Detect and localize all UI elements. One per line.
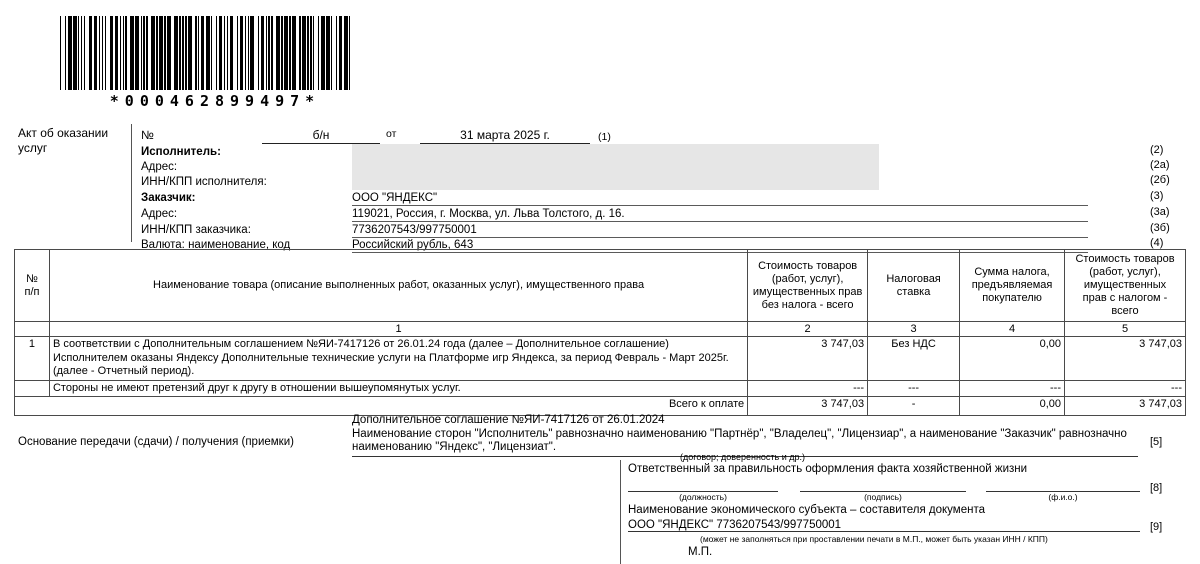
stamp-placeholder: М.П. [688, 546, 713, 558]
total-spacer [15, 397, 50, 416]
marker-2b: (2б) [1150, 174, 1170, 186]
document-type-title: Акт об оказании услуг [18, 126, 109, 155]
marker-4: (4) [1150, 237, 1164, 249]
row-rate: --- [868, 380, 960, 397]
party-label-ispolnitel: Исполнитель: [141, 146, 221, 158]
row-rate: Без НДС [868, 337, 960, 381]
document-date-field[interactable]: 31 марта 2025 г. [420, 128, 590, 144]
colnum-2: 2 [748, 322, 868, 337]
party-label-currency: Валюта: наименование, код [141, 239, 291, 251]
col-header-sum [748, 250, 868, 322]
row-sum: --- [748, 380, 868, 397]
party-value-ispolnitel-inn[interactable] [352, 176, 1088, 190]
party-value-zakazchik[interactable]: ООО "ЯНДЕКС" [352, 192, 1088, 206]
barcode-block [60, 16, 370, 116]
col-header-total-l3: имущественных [1083, 279, 1167, 291]
marker-8: [8] [1150, 482, 1163, 494]
party-label-zakazchik-inn: ИНН/КПП заказчика: [141, 224, 251, 236]
basis-caption: (договор; доверенность и др.) [680, 452, 806, 462]
row-total: 3 747,03 [1065, 337, 1186, 381]
signature-caption-position: (должность) [679, 492, 727, 502]
row-tax: --- [960, 380, 1065, 397]
total-total: 3 747,03 [1065, 397, 1186, 416]
colnum-0 [15, 322, 50, 337]
row-tax: 0,00 [960, 337, 1065, 381]
table-row [15, 337, 1186, 381]
marker-3a: (3а) [1150, 206, 1170, 218]
marker-9: [9] [1150, 521, 1163, 533]
document-number-field[interactable]: б/н [262, 128, 380, 144]
col-header-total-l5: всего [1111, 305, 1139, 317]
col-header-number-l1: № [26, 272, 38, 285]
services-table [14, 249, 1186, 416]
colnum-1: 1 [49, 322, 747, 337]
col-header-number [15, 250, 50, 322]
basis-line-3: наименованию "Яндекс", "Лицензиат". [352, 441, 557, 453]
col-header-rate-l2: ставка [896, 285, 931, 298]
colnum-4: 4 [960, 322, 1065, 337]
row-sum: 3 747,03 [748, 337, 868, 381]
col-header-name: Наименование товара (описание выполненных работ, оказанных услуг), имущественного права [49, 250, 747, 322]
col-header-total-l2: (работ, услуг), [1089, 266, 1161, 278]
col-header-tax-l3: покупателю [982, 292, 1042, 304]
basis-line-2: Наименование сторон "Исполнитель" равнозначно наименованию "Партнёр", "Владелец", "Лицензиар", а наименование "Заказчик" равнозначно [352, 427, 1127, 440]
marker-2a: (2а) [1150, 159, 1170, 171]
row-number [15, 380, 50, 397]
party-value-zakazchik-address[interactable]: 119021, Россия, г. Москва, ул. Льва Толстого, д. 16. [352, 208, 1088, 222]
col-header-rate [868, 250, 960, 322]
party-value-currency[interactable]: Российский рубль, 643 [352, 239, 1088, 253]
basis-text [352, 414, 1138, 457]
col-header-rate-l1: Налоговая [886, 272, 941, 285]
col-header-total-l1: Стоимость товаров [1075, 253, 1175, 265]
row-description: В соответствии с Дополнительным соглашением №ЯИ-7417126 от 26.01.24 года (далее – Дополнительное соглашение) Исполнителем оказаны Яндексу Дополнительные технические услуги на Платформе игр Яндекса, за период Февраль - Март 2025г. (далее - Отчетный период). [49, 337, 747, 381]
total-tax: 0,00 [960, 397, 1065, 416]
col-header-number-l2: п/п [24, 285, 40, 298]
colnum-5: 5 [1065, 322, 1186, 337]
entity-value[interactable]: ООО "ЯНДЕКС" 7736207543/997750001 [628, 519, 1140, 532]
signature-divider [620, 460, 621, 564]
basis-line-1: Дополнительное соглашение №ЯИ-7417126 от 26.01.2024 [352, 414, 665, 426]
marker-3b: (3б) [1150, 222, 1170, 234]
barcode-bars [60, 16, 370, 90]
entity-title: Наименование экономического субъекта – составителя документа [628, 504, 985, 516]
party-value-ispolnitel-address[interactable] [352, 161, 1088, 175]
col-header-tax-l1: Сумма налога, [974, 266, 1050, 278]
header-divider [131, 124, 132, 242]
marker-3: (3) [1150, 190, 1164, 202]
marker-2: (2) [1150, 144, 1164, 156]
row-number: 1 [15, 337, 50, 381]
col-header-sum-l3: имущественных прав [752, 285, 863, 298]
total-sum: 3 747,03 [748, 397, 868, 416]
party-label-zakazchik-address: Адрес: [141, 208, 178, 220]
barcode-text: *000462899497* [109, 92, 321, 110]
entity-caption: (может не заполняться при проставлении печати в М.П., может быть указан ИНН / КПП) [700, 534, 1048, 544]
table-total-row [15, 397, 1186, 416]
marker-5: [5] [1150, 436, 1163, 448]
responsible-title: Ответственный за правильность оформления факта хозяйственной жизни [628, 463, 1028, 475]
col-header-total-l4: прав с налогом - [1082, 292, 1168, 304]
col-header-sum-l2: (работ, услуг), [771, 272, 844, 285]
party-value-zakazchik-inn[interactable]: 7736207543/997750001 [352, 224, 1088, 238]
table-column-number-row [15, 322, 1186, 337]
total-rate: - [868, 397, 960, 416]
col-header-total [1065, 250, 1186, 322]
colnum-3: 3 [868, 322, 960, 337]
col-header-tax [960, 250, 1065, 322]
row-description: Стороны не имеют претензий друг к другу в отношении вышеупомянутых услуг. [49, 380, 747, 397]
party-value-ispolnitel[interactable] [352, 146, 1088, 160]
signature-caption-signature: (подпись) [864, 492, 902, 502]
number-label: № [141, 128, 154, 142]
table-row [15, 380, 1186, 397]
party-label-ispolnitel-inn: ИНН/КПП исполнителя: [141, 176, 267, 188]
col-header-tax-l2: предъявляемая [971, 279, 1053, 291]
party-label-zakazchik: Заказчик: [141, 192, 196, 204]
signature-caption-name: (ф.и.о.) [1048, 492, 1078, 502]
total-label: Всего к оплате [49, 397, 747, 416]
col-header-sum-l1: Стоимость товаров [758, 259, 858, 272]
party-label-ispolnitel-address: Адрес: [141, 161, 178, 173]
table-header-row [15, 250, 1186, 322]
basis-label: Основание передачи (сдачи) / получения (приемки) [18, 436, 294, 448]
col-header-sum-l4: без налога - всего [761, 298, 854, 311]
date-prefix-label: от [386, 128, 397, 140]
row-total: --- [1065, 380, 1186, 397]
marker-1: (1) [598, 131, 611, 143]
